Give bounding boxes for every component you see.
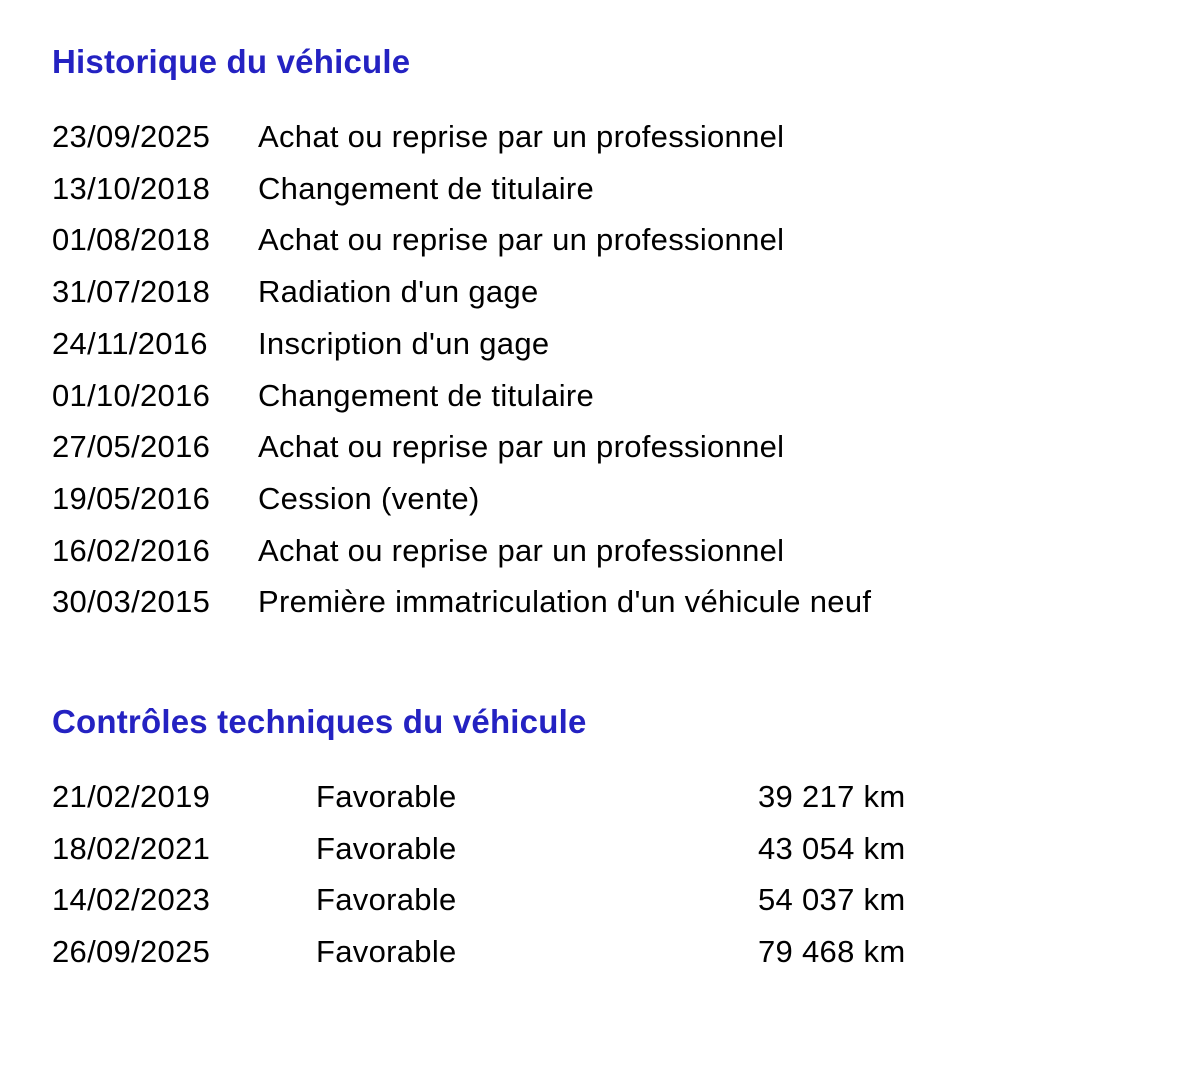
history-date: 30/03/2015 <box>52 584 211 620</box>
inspection-date: 21/02/2019 <box>52 779 211 814</box>
history-date: 27/05/2016 <box>52 429 211 465</box>
inspection-row <box>52 926 1180 978</box>
history-row <box>52 266 1180 318</box>
inspection-date: 14/02/2023 <box>52 882 211 918</box>
history-event: Achat ou reprise par un professionnel <box>258 532 785 568</box>
history-event: Changement de titulaire <box>258 377 595 413</box>
inspection-result: Favorable <box>316 934 457 970</box>
history-row <box>52 370 1180 422</box>
history-date: 16/02/2016 <box>52 532 211 568</box>
history-event: Achat ou reprise par un professionnel <box>258 222 785 258</box>
inspections-table <box>52 771 1180 978</box>
history-row <box>52 214 1180 266</box>
inspection-row <box>52 874 1180 926</box>
history-date: 23/09/2025 <box>52 119 211 154</box>
history-event: Achat ou reprise par un professionnel <box>258 429 785 465</box>
inspection-mileage: 79 468 km <box>758 934 906 970</box>
history-event: Achat ou reprise par un professionnel <box>258 119 785 154</box>
history-date: 01/08/2018 <box>52 222 211 258</box>
history-row <box>52 111 1180 163</box>
inspection-mileage: 43 054 km <box>758 830 906 866</box>
inspection-result: Favorable <box>316 830 457 866</box>
history-date: 24/11/2016 <box>52 325 208 361</box>
history-date: 01/10/2016 <box>52 377 211 413</box>
inspection-date: 18/02/2021 <box>52 830 211 866</box>
history-event: Inscription d'un gage <box>258 325 550 361</box>
inspection-date: 26/09/2025 <box>52 934 211 970</box>
inspection-mileage: 39 217 km <box>758 779 906 814</box>
history-row <box>52 525 1180 577</box>
inspection-result: Favorable <box>316 779 457 814</box>
history-event: Radiation d'un gage <box>258 274 539 310</box>
history-list <box>52 111 1180 628</box>
history-section-title: Historique du véhicule <box>52 43 411 80</box>
history-event: Cession (vente) <box>258 480 480 516</box>
inspection-mileage: 54 037 km <box>758 882 906 918</box>
inspection-result: Favorable <box>316 882 457 918</box>
history-row <box>52 318 1180 370</box>
history-event: Première immatriculation d'un véhicule neuf <box>258 584 872 620</box>
history-row <box>52 163 1180 215</box>
history-date: 31/07/2018 <box>52 274 211 310</box>
history-row <box>52 421 1180 473</box>
history-date: 13/10/2018 <box>52 170 211 206</box>
inspections-section-title: Contrôles techniques du véhicule <box>52 703 587 740</box>
history-row <box>52 576 1180 628</box>
history-row <box>52 473 1180 525</box>
inspection-row <box>52 823 1180 875</box>
inspection-row <box>52 771 1180 823</box>
history-date: 19/05/2016 <box>52 480 211 516</box>
history-event: Changement de titulaire <box>258 170 595 206</box>
